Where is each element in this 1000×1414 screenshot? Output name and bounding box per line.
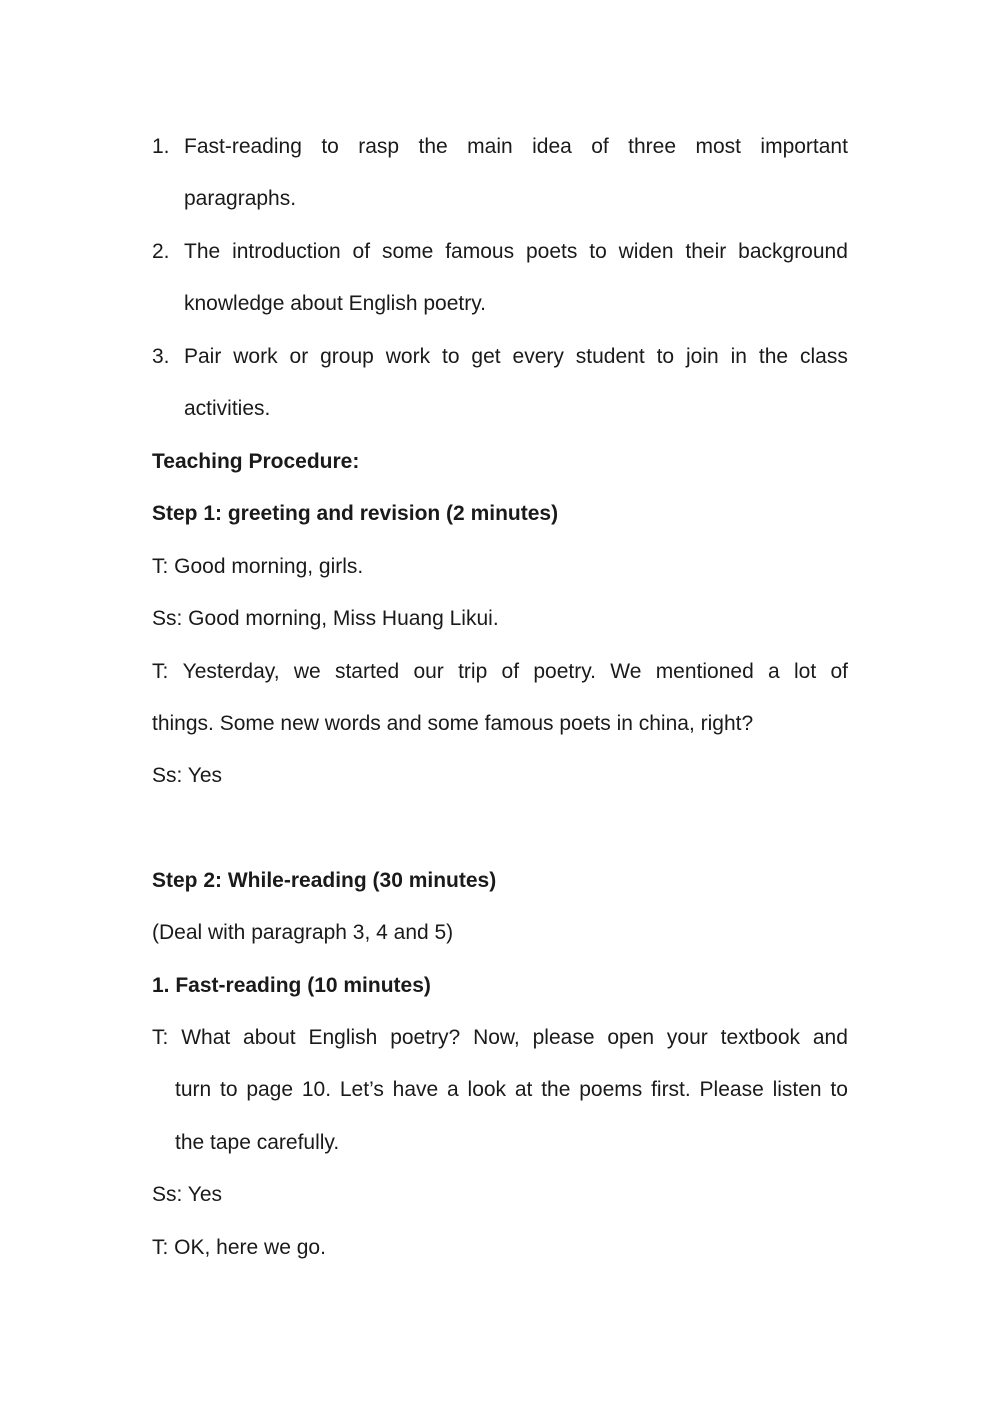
word: student	[575, 345, 645, 368]
word: Fast-reading	[184, 135, 302, 158]
word: trip	[458, 660, 488, 683]
word: poets	[525, 240, 578, 263]
word: lot	[794, 660, 817, 683]
word: Yesterday,	[182, 660, 280, 683]
word: about	[243, 1026, 296, 1049]
list-number: 3.	[152, 345, 170, 368]
word: widen	[618, 240, 674, 263]
word: Let’s	[339, 1078, 384, 1101]
word: introduction	[232, 240, 341, 263]
word: the	[541, 1078, 571, 1101]
word: group	[320, 345, 374, 368]
word: get	[471, 345, 501, 368]
word: work	[233, 345, 278, 368]
list-item-2-line-1	[184, 238, 848, 266]
word: main	[467, 135, 513, 158]
word: have	[392, 1078, 439, 1101]
word: 10.	[301, 1078, 332, 1101]
word: please	[532, 1026, 595, 1049]
list-item-3-line-2: activities.	[184, 397, 271, 420]
word: most	[695, 135, 741, 158]
word: of	[830, 660, 848, 683]
word: of	[591, 135, 609, 158]
word: Pair	[184, 345, 222, 368]
word: Please	[699, 1078, 764, 1101]
word: background	[738, 240, 848, 263]
word: your	[666, 1026, 708, 1049]
word: the	[418, 135, 448, 158]
word: The	[184, 240, 221, 263]
dialogue-line-continued	[175, 1076, 848, 1104]
word: some	[381, 240, 434, 263]
word: look	[467, 1078, 507, 1101]
word: English	[308, 1026, 378, 1049]
word: poems	[579, 1078, 643, 1101]
word: or	[289, 345, 309, 368]
step-2-note: (Deal with paragraph 3, 4 and 5)	[152, 921, 454, 944]
teaching-procedure-heading: Teaching Procedure:	[152, 450, 360, 473]
word: page	[246, 1078, 294, 1101]
dialogue-line	[152, 1024, 848, 1052]
word: of	[501, 660, 520, 683]
dialogue-line: Ss: Yes	[152, 1183, 223, 1206]
word: listen	[772, 1078, 822, 1101]
word: poetry.	[533, 660, 596, 683]
word: a	[768, 660, 780, 683]
step-2-heading: Step 2: While-reading (30 minutes)	[152, 869, 497, 892]
dialogue-line: Ss: Yes	[152, 764, 223, 787]
word: famous	[445, 240, 515, 263]
word: and	[812, 1026, 848, 1049]
list-number: 2.	[152, 240, 170, 263]
word: to	[220, 1078, 238, 1101]
list-item-3-line-1	[184, 343, 848, 371]
word: to	[830, 1078, 848, 1101]
word: a	[447, 1078, 459, 1101]
word: poetry?	[390, 1026, 461, 1049]
word: join	[686, 345, 719, 368]
word: in	[730, 345, 747, 368]
dialogue-line: T: OK, here we go.	[152, 1236, 326, 1259]
word: started	[334, 660, 400, 683]
dialogue-line	[152, 658, 848, 686]
dialogue-line-continued: things. Some new words and some famous poets in china, right?	[152, 712, 754, 735]
list-item-2-line-2: knowledge about English poetry.	[184, 292, 486, 315]
fast-reading-subheading: 1. Fast-reading (10 minutes)	[152, 974, 431, 997]
word: our	[413, 660, 444, 683]
word: Now,	[473, 1026, 520, 1049]
list-item-1-line-2: paragraphs.	[184, 187, 297, 210]
word: their	[685, 240, 727, 263]
list-number: 1.	[152, 135, 170, 158]
word: at	[514, 1078, 533, 1101]
word: turn	[175, 1078, 212, 1101]
word: to	[441, 345, 460, 368]
word: We	[610, 660, 642, 683]
word: rasp	[358, 135, 400, 158]
word: every	[512, 345, 564, 368]
dialogue-line: T: Good morning, girls.	[152, 555, 364, 578]
list-item-1-line-1	[184, 133, 848, 161]
word: What	[181, 1026, 231, 1049]
word: the	[758, 345, 789, 368]
word: class	[799, 345, 848, 368]
word: of	[352, 240, 371, 263]
word: textbook	[720, 1026, 800, 1049]
word: to	[656, 345, 675, 368]
word: to	[321, 135, 339, 158]
word: first.	[651, 1078, 691, 1101]
word: mentioned	[655, 660, 754, 683]
dialogue-line: Ss: Good morning, Miss Huang Likui.	[152, 607, 499, 630]
dialogue-line-continued: the tape carefully.	[175, 1131, 340, 1154]
word: work	[385, 345, 431, 368]
word: T:	[152, 660, 169, 683]
word: idea	[532, 135, 572, 158]
word: open	[607, 1026, 655, 1049]
word: T:	[152, 1026, 169, 1049]
word: important	[760, 135, 848, 158]
word: to	[589, 240, 607, 263]
step-1-heading: Step 1: greeting and revision (2 minutes)	[152, 502, 559, 525]
word: we	[293, 660, 321, 683]
word: three	[628, 135, 677, 158]
